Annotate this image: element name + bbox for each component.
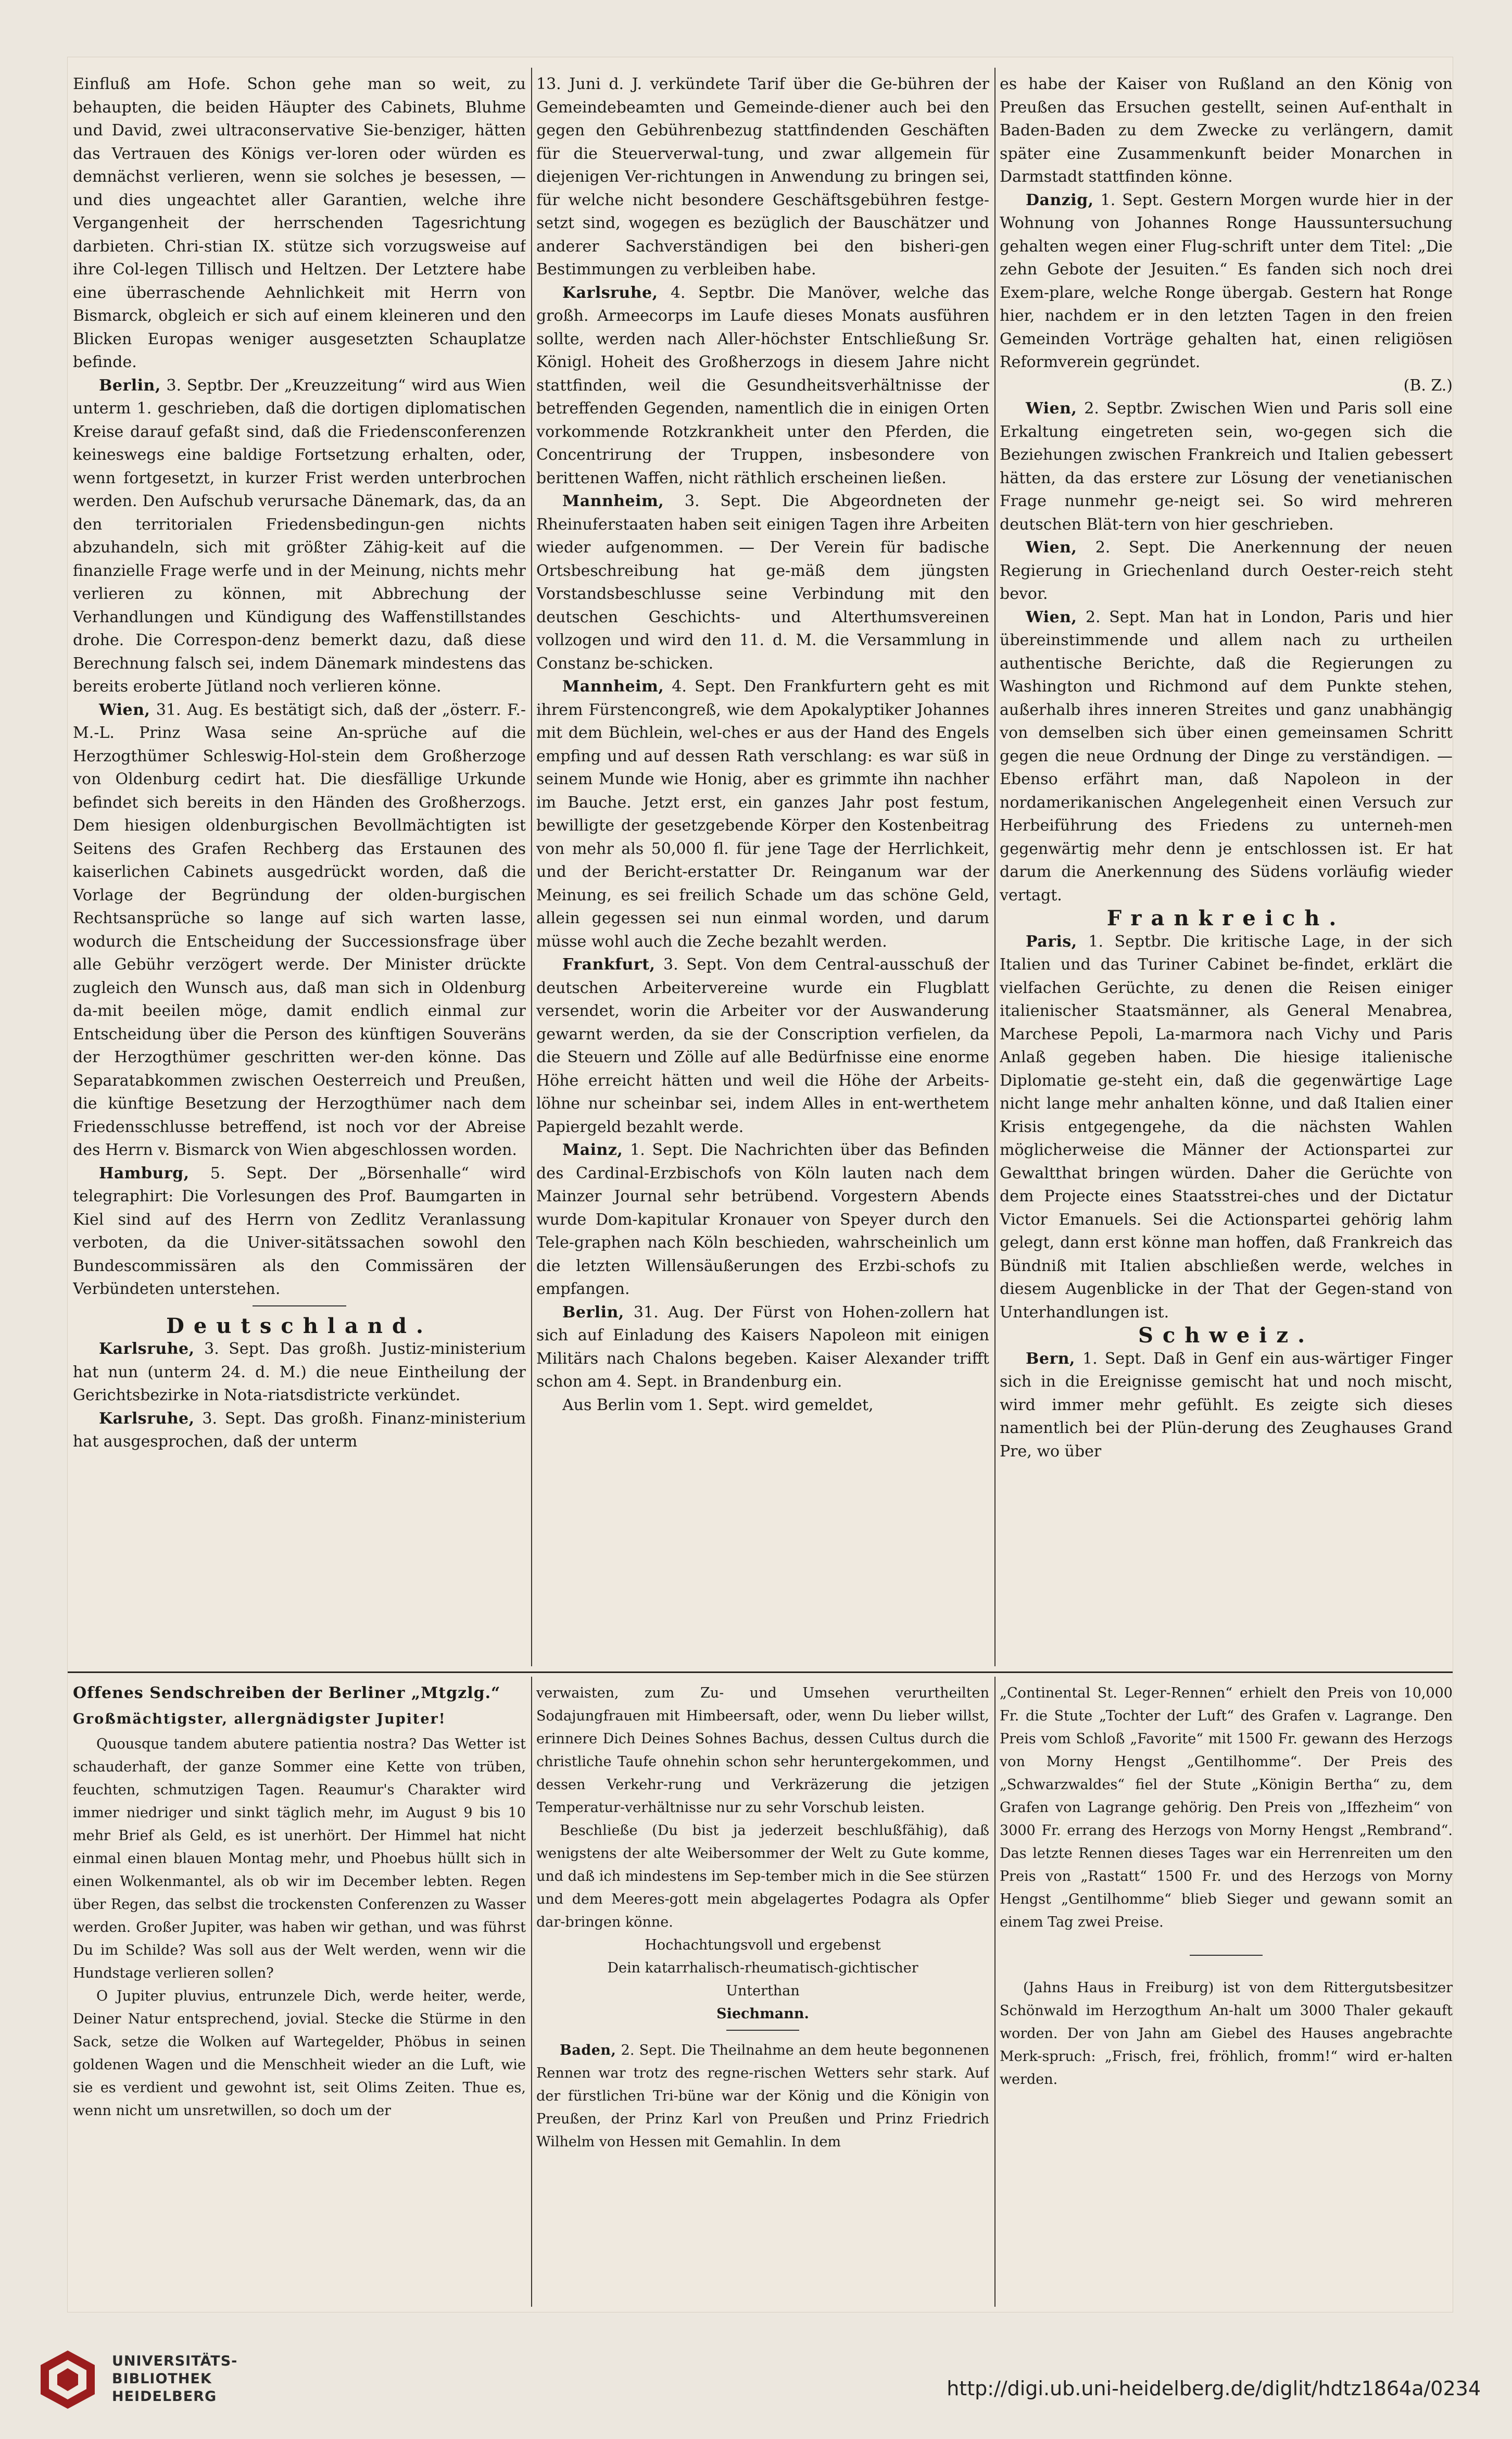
column-rule-2 [994, 68, 996, 1666]
dateline: Mannheim, [562, 492, 664, 510]
feuilleton-rule-2 [994, 1677, 996, 2307]
article-text: 2. Septbr. Zwischen Wien und Paris soll eine Erkaltung eingetreten sein, wo-gegen sich die Beziehungen zwischen Frankreich und Italien gebessert hätten, da das erstere zur Lösung der venetianischen Frage nunmehr ge-neigt sei. So wird mehreren deutschen Blät-tern von hier geschrieben. [1000, 399, 1453, 534]
article-text: Aus Berlin vom 1. Sept. wird gemeldet, [562, 1395, 874, 1414]
section-heading-schweiz: Schweiz. [1138, 1323, 1315, 1348]
article-wien [1000, 606, 1453, 908]
article-wien [1000, 536, 1453, 606]
dateline: Baden, [560, 2042, 616, 2058]
dateline: Wien, [99, 700, 150, 719]
dateline: Wien, [1026, 399, 1077, 418]
dateline: Danzig, [1026, 191, 1094, 209]
article-karlsruhe [73, 1407, 526, 1454]
library-name-line: BIBLIOTHEK [112, 2371, 212, 2387]
article-text: 1. Sept. Daß in Genf ein aus-wärtiger Finger sich in die Ereignisse gemischt hat und noch mischt, wird immer mehr gefühlt. Es zeigte sich dieses namentlich bei der Plün-derung des Zeughauses Grand Pre, wo über [1000, 1349, 1453, 1461]
dateline: Frankfurt, [562, 956, 656, 974]
column-1 [73, 73, 526, 1666]
dateline: Mannheim, [562, 677, 664, 696]
article-karlsruhe [536, 282, 989, 491]
feuilleton-rule-1 [531, 1677, 532, 2307]
feuilleton-column-2 [536, 1682, 989, 2307]
column-3 [1000, 73, 1453, 1666]
article-text: 3. Sept. Von dem Central-ausschuß der deutschen Arbeitervereine wurde ein Flugblatt versendet, worin die Arbeiter vor der Auswanderung gewarnt werden, da sie der Conscription verfielen, da die Steuern und Zölle auf alle Bedürfnisse eine enorme Höhe erreicht hätten und weil die Höhe der Arbeits-löhne nur scheinbar sei, indem Alles in ent-werthetem Papiergeld bezahlt werde. [536, 956, 989, 1136]
library-name [112, 2353, 237, 2406]
dateline: Wien, [1026, 608, 1077, 626]
dateline: Karlsruhe, [99, 1340, 195, 1358]
section-heading-deutschland: Deutschland. [166, 1313, 433, 1338]
feuilleton-title: Offenes Sendschreiben der Berliner „Mtgzlg.“ [73, 1684, 501, 1702]
section-heading-frankreich: Frankreich. [1106, 906, 1346, 931]
article-danzig [1000, 189, 1453, 374]
article-bern [1000, 1348, 1453, 1464]
article-text: 3. Septbr. Der „Kreuzzeitung“ wird aus Wien unterm 1. geschrieben, daß die dortigen diplomatischen Kreise darauf gefaßt sind, daß die Friedensconferenzen keineswegs eine baldige Fortsetzung erhalten, oder, wenn fortgesetzt, in kurzer Frist werden unterbrochen werden. Den Aufschub verursache Dänemark, das, da an den territorialen Friedensbedingun-gen nichts abzuhandeln, sich mit größter Zähig-keit auf die finanzielle Frage werfe und in der Meinung, nichts mehr verlieren zu können, mit Abbrechung der Verhandlungen und Kündigung des Waffenstillstandes drohe. Die Correspon-denz bemerkt dazu, daß diese Berechnung falsch sei, indem Dänemark mindestens das bereits eroberte Jütland noch verlieren könne. [73, 376, 526, 696]
feuilleton-text: Quousque tandem abutere patientia nostra? Das Wetter ist schauderhaft, der ganze Sommer eine Kette von trüben, feuchten, schmutzigen Tagen. Reaumur's Charakter wird immer niedriger und sinkt täglich mehr, im August 9 bis 10 mehr Brief als Geld, es ist unerhört. Der Himmel hat nicht einmal einen blauen Montag mehr, und Phoebus hüllt sich in einen Wolkenmantel, als ob wir im December lebten. Regen über Regen, das selbst die trockensten Conferenzen zu Wasser werden. Großer Jupiter, was haben wir gethan, und was führst Du im Schilde? Was soll aus der Welt werden, wenn wir die Hundstage verlieren sollen? [73, 1736, 526, 1981]
dateline: Mainz, [562, 1141, 623, 1159]
dateline: Karlsruhe, [562, 283, 658, 302]
article-text: 3. Sept. Das großh. Justiz-ministerium hat nun (unterm 24. d. M.) die neue Eintheilung der Gerichtsbezirke in Nota-riatsdistricte verkündet. [73, 1340, 526, 1404]
feuilleton-column-1 [73, 1682, 526, 2307]
closing-line: Dein katarrhalisch-rheumatisch-gichtischer [607, 1960, 918, 1976]
article-text: 1. Sept. Die Nachrichten über das Befinden des Cardinal-Erzbischofs von Köln lauten nach dem Mainzer Journal sehr betrübend. Vorgestern Abends wurde Dom-kapitular Kronauer von Speyer durch den Tele-graphen nach Köln beschieden, wahrscheinlich um die letzten Willensäußerungen des Erzbi-schofs zu empfangen. [536, 1141, 989, 1298]
article-karlsruhe [73, 1338, 526, 1407]
article-text: 3. Sept. Die Abgeordneten der Rheinuferstaaten haben seit einigen Tagen ihre Arbeiten wieder aufgenommen. — Der Verein für badische Ortsbeschreibung hat ge-mäß dem jüngsten Vorstandsbeschlusse seine Verbindung mit den deutschen Geschichts- und Alterthumsvereinen vollzogen und wird den 11. d. M. die Versammlung in Constanz be-schicken. [536, 492, 989, 673]
article-text: 2. Sept. Die Anerkennung der neuen Regierung in Griechenland durch Oester-reich steht bevor. [1000, 538, 1453, 603]
column-2 [536, 73, 989, 1666]
dateline: Berlin, [562, 1303, 624, 1322]
article-text: 1. Sept. Gestern Morgen wurde hier in der Wohnung von Johannes Ronge Haussuntersuchung gehalten wegen einer Flug-schrift unter dem Titel: „Die zehn Gebote der Jesuiten.“ Es fanden sich noch drei Exem-plare, welche Ronge übergab. Gestern hat Ronge hier, nachdem er in den letzten Tagen in den freien Gemeinden Vorträge gehalten hat, einen religiösen Reformverein gegründet. [1000, 191, 1453, 371]
closing-line: Hochachtungsvoll und ergebenst [645, 1937, 881, 1953]
article-text: Einfluß am Hofe. Schon gehe man so weit, zu behaupten, die beiden Häupter des Cabinets, Bluhme und David, zwei ultraconservative Sie-benziger, hätten das Vertrauen des Königs ver-loren oder würden es demnächst verlieren, wenn sie solches je besessen, — und dies ungeachtet aller Garantien, welche ihre Vergangenheit der herrschenden Tagesrichtung darbieten. Chri-stian IX. stütze sich vorzugsweise auf ihre Col-legen Tillisch und Heltzen. Der Letztere habe eine überraschende Aehnlichkeit mit Herrn von Bismarck, obgleich er sich auf einem kleineren und den Blicken Europas weniger ausgesetzten Schauplatze befinde. [73, 75, 526, 371]
closing-line: Unterthan [726, 1983, 800, 1999]
article-baden [536, 2039, 989, 2154]
article-text: 5. Sept. Der „Börsenhalle“ wird telegraphirt: Die Vorlesungen des Prof. Baumgarten in Kiel sind auf des Herrn von Zedlitz Veranlassung verboten, da die Univer-sitätssachen sowohl den Bundescommissären als den Commissären der Verbündeten unterstehen. [73, 1164, 526, 1298]
feuilleton-text: Beschließe (Du bist ja jederzeit beschlußfähig), daß wenigstens der alte Weibersommer der Welt zu Gute komme, und daß ich mindestens im Sep-tember mich in die See stürzen und dem Meeres-gott mein abgelagertes Podagra als Opfer dar-bringen könne. [536, 1822, 989, 1930]
article-text: es habe der Kaiser von Rußland an den König von Preußen das Ersuchen gestellt, seinen Auf-enthalt in Baden-Baden zu dem Zwecke zu verlängern, damit später eine Zusammenkunft beider Monarchen in Darmstadt stattfinden könne. [1000, 75, 1453, 186]
article-berlin [536, 1301, 989, 1394]
library-name-line: HEIDELBERG [112, 2388, 217, 2405]
article-text: 2. Sept. Man hat in London, Paris und hier übereinstimmende und allem nach zu urtheilen authentische Berichte, daß die Regierungen zu Washington und Richmond auf dem Punkte stehen, außerhalb ihres inneren Streites und ganz unabhängig von demselben sich über einen gemeinsamen Schritt gegen die neue Ordnung der Dinge zu verständigen. — Ebenso erfährt man, daß Napoleon in der nordamerikanischen Angelegenheit einen Versuch zur Herbeiführung des Friedens zu unterneh-men gegenwärtig mehr denn je entschlossen ist. Er hat darum die Anerkennung des Südens vorläufig wieder vertagt. [1000, 608, 1453, 904]
article-mannheim [536, 490, 989, 675]
section-divider [1190, 1955, 1263, 1956]
dateline: Bern, [1026, 1349, 1076, 1368]
signature: Siechmann. [716, 2006, 809, 2022]
dateline: Wien, [1026, 538, 1077, 557]
newspaper-page [68, 57, 1453, 2312]
article-text: 4. Sept. Den Frankfurtern geht es mit ihrem Fürstencongreß, wie dem Apokalyptiker Johannes mit dem Büchlein, wel-ches er aus der Hand des Engels empfing und auf dessen Rath verschlang: es war süß in seinem Munde wie Honig, aber es grimmte ihn nachher im Bauche. Jetzt erst, ein ganzes Jahr post festum, bewilligte der gesetzgebende Körper den Kostenbeitrag von mehr als 50,000 fl. für jene Tage der Herrlichkeit, und der Bericht-erstatter Dr. Reinganum war der Meinung, es sei freilich Schade um das schöne Geld, allein gegessen sei nun einmal worden, und darum müsse wohl auch die Zeche bezahlt werden. [536, 677, 989, 951]
section-divider [726, 2030, 799, 2031]
article-paris [1000, 931, 1453, 1325]
library-footer [0, 2328, 1512, 2439]
column-rule-1 [531, 68, 532, 1666]
article-text: 31. Aug. Der Fürst von Hohen-zollern hat sich auf Einladung des Kaisers Napoleon mit einigen Militärs nach Chalons begeben. Kaiser Alexander trifft schon am 4. Sept. in Brandenburg ein. [536, 1303, 989, 1391]
dateline: Hamburg, [99, 1164, 190, 1183]
dateline: Paris, [1026, 932, 1077, 951]
salutation: Großmächtigster, allergnädigster Jupiter! [73, 1711, 446, 1727]
article-text: 3. Sept. Das großh. Finanz-ministerium hat ausgesprochen, daß der unterm [73, 1409, 526, 1451]
source-attribution: (B. Z.) [1403, 376, 1453, 395]
feuilleton-divider [68, 1671, 1453, 1673]
dateline: Karlsruhe, [99, 1409, 195, 1428]
article-hamburg [73, 1162, 526, 1301]
permalink-url[interactable]: http://digi.ub.uni-heidelberg.de/diglit/hdtz1864a/0234 [947, 2377, 1481, 2400]
university-library-logo-icon [36, 2348, 99, 2411]
article-text: 31. Aug. Es bestätigt sich, daß der „österr. F.-M.-L. Prinz Wasa seine An-sprüche auf die Herzogthümer Schleswig-Hol-stein dem Großherzoge von Oldenburg cedirt hat. Die diesfällige Urkunde befindet sich bereits in den Händen des Großherzogs. Dem hiesigen oldenburgischen Bevollmächtigten ist Seitens des Grafen Rechberg das Erstaunen des kaiserlichen Cabinets ausgedrückt worden, daß die Vorlage der Begründung der olden-burgischen Rechtsansprüche so lange auf sich warten lasse, wodurch die Entscheidung der Successionsfrage über alle Gebühr verzögert werde. Der Minister drückte zugleich den Wunsch aus, daß man sich in Oldenburg da-mit beeilen möge, damit endlich einmal zur Entscheidung über die Person des künftigen Souveräns der Herzogthümer geschritten wer-den könne. Das Separatabkommen zwischen Oesterreich und Preußen, die künftige Besetzung der Herzogthümer nach dem Friedensschlusse betreffend, ist noch vor der Abreise des Herrn v. Bismarck von Wien abgeschlossen worden. [73, 700, 526, 1159]
feuilleton-column-3 [1000, 1682, 1453, 2307]
library-name-line: UNIVERSITÄTS- [112, 2353, 238, 2369]
article-frankfurt [536, 953, 989, 1139]
article-text: 4. Septbr. Die Manöver, welche das großh. Armeecorps im Laufe dieses Monats ausführen sollte, werden nach Aller-höchster Entschließung Sr. Königl. Hoheit des Großherzogs in diesem Jahre nicht stattfinden, weil die Gesundheitsverhältnisse der betreffenden Gegenden, namentlich die in einigen Orten vorkommende Rotzkrankheit unter den Pferden, die Concentrirung der Truppen, insbesondere von berittenen Waffen, nicht räthlich erscheinen ließen. [536, 283, 989, 487]
article-text: 13. Juni d. J. verkündete Tarif über die Ge-bühren der Gemeindebeamten und Gemeinde-diener auch bei den gegen den Gebührenbezug stattfindenden Geschäften für die Steuerverwal-tung, und zwar allgemein für diejenigen Ver-richtungen in Anwendung zu bringen sei, für welche nicht besondere Geschäftsgebühren festge-setzt sind, wogegen es bezüglich der Bauschätzer und anderer Sachverständigen bei den bisheri-gen Bestimmungen zu verbleiben habe. [536, 75, 989, 279]
section-divider [253, 1305, 346, 1306]
feuilleton-text: (Jahns Haus in Freiburg) ist von dem Rittergutsbesitzer Schönwald im Herzogthum An-halt um 3000 Thaler gekauft worden. Der von Jahn am Giebel des Hauses angebrachte Merk-spruch: „Frisch, frei, fröhlich, fromm!“ wird er-halten werden. [1000, 1980, 1453, 2088]
dateline: Berlin, [99, 376, 161, 395]
article-wien [73, 699, 526, 1162]
article-mannheim [536, 675, 989, 953]
article-wien [1000, 397, 1453, 536]
article-mainz [536, 1139, 989, 1301]
article-berlin [73, 374, 526, 699]
feuilleton-text: O Jupiter pluvius, entrunzele Dich, werde heiter, werde, Deiner Natur entsprechend, jovial. Stecke die Stürme in den Sack, setze die Wolken auf Wartegelder, Phöbus in seinen goldenen Wagen und die Menschheit wieder an die Luft, wie sie es verdient und gewohnt ist, seit Olims Zeiten. Thue es, wenn nicht um unsretwillen, so doch um der [73, 1988, 526, 2119]
feuilleton-text: „Continental St. Leger-Rennen“ erhielt den Preis von 10,000 Fr. die Stute „Tochter der Luft“ des Grafen v. Lagrange. Den Preis vom Schloß „Favorite“ mit 1500 Fr. gewann des Herzogs von Morny Hengst „Gentilhomme“. Der Preis des „Schwarzwaldes“ fiel der Stute „Königin Bertha“ zu, dem Grafen von Lagrange gehörig. Den Preis von „Iffezheim“ von 3000 Fr. errang des Herzogs von Morny Hengst „Rembrand“. Das letzte Rennen dieses Tages war ein Herrenreiten um den Preis von „Rastatt“ 1500 Fr. und des Herzogs von Morny Hengst „Gentilhomme“ blieb Sieger und gewann somit an einem Tag zwei Preise. [1000, 1685, 1453, 1930]
feuilleton-text: verwaisten, zum Zu- und Umsehen verurtheilten Sodajungfrauen mit Himbeersaft, oder, wenn Du lieber willst, erinnere Dich Deines Sohnes Bachus, dessen Cultus durch die christliche Taufe ohnehin schon sehr heruntergekommen, und dessen Verkehr-rung und Verkräzerung die jetzigen Temperatur-verhältnisse nur zu sehr Vorschub leisten. [536, 1685, 989, 1816]
feuilleton-text: 2. Sept. Die Theilnahme an dem heute begonnenen Rennen war trotz des regne-rischen Wetters sehr stark. Auf der fürstlichen Tri-büne war der König und die Königin von Preußen, der Prinz Karl von Preußen und Prinz Friedrich Wilhelm von Hessen mit Gemahlin. In dem [536, 2042, 989, 2150]
article-text: 1. Septbr. Die kritische Lage, in der sich Italien und das Turiner Cabinet be-findet, erklärt die vielfachen Gerüchte, zu denen die Reisen einiger italienischer Staatsmänner, als General Menabrea, Marchese Pepoli, La-marmora nach Vichy und Paris Anlaß gegeben haben. Die hiesige italienische Diplomatie ge-steht ein, daß die gegenwärtige Lage nicht lange mehr anhalten könne, und daß Italien einer Krisis entgegengehe, da die nächsten Wahlen möglicherweise die Männer der Actionspartei zur Gewaltthat bringen würden. Daher die Gerüchte von dem Projecte eines Staatsstrei-ches und der Dictatur Victor Emanuels. Sei die Actionspartei gehörig lahm gelegt, dann erst könne man hoffen, daß Frankreich das Bündniß mit Italien abschließen werde, welches in diesem Augenblicke in der That der Gegen-stand von Unterhandlungen ist. [1000, 932, 1453, 1322]
